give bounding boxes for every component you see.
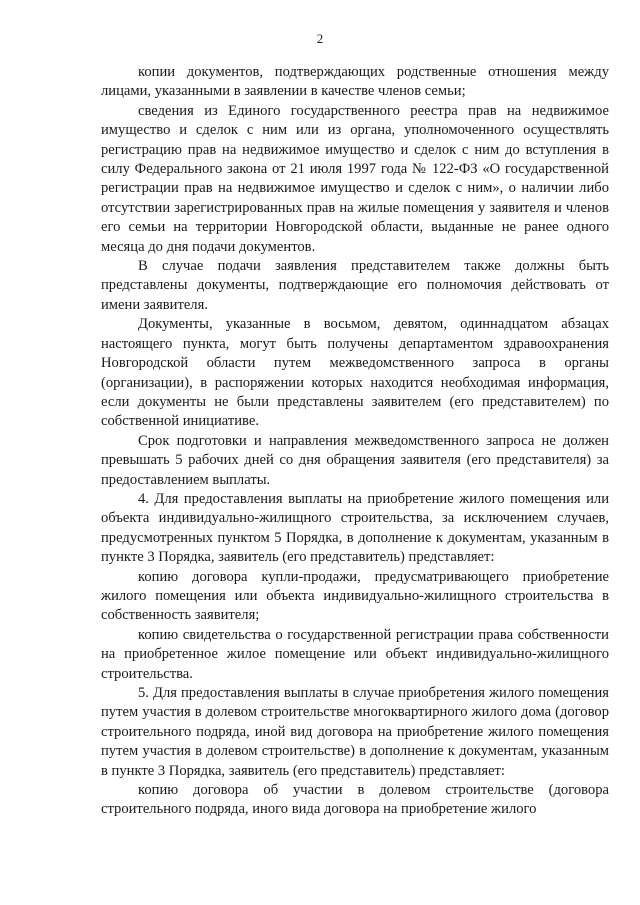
paragraph-representative-documents: В случае подачи заявления представителем также должны быть представлены документы, подтверждающие его полномочия действовать от имени заявителя. [101,258,609,313]
paragraph-request-deadline: Срок подготовки и направления межведомственного запроса не должен превышать 5 рабочих дней со дня обращения заявителя (его представителя) за предоставлением выплаты. [101,432,609,488]
paragraph-item-4: 4. Для предоставления выплаты на приобретение жилого помещения или объекта индивидуально-жилищного строительства, за исключением случаев, предусмотренных пунктом 5 Порядка, в дополнение к документам, указанным в пункте 3 Порядка, заявитель (его представитель) представляет: [101,490,609,566]
paragraph-registry-information: сведения из Единого государственного реестра прав на недвижимое имущество и сделок с ним или из органа, уполномоченного осуществлять регистрацию прав на недвижимое имущество и сделок с ним до вступления в силу Федерального закона от 21 июля 1997 года № 122-ФЗ «О государственной регистрации прав на недвижимое имущество и сделок с ним», о наличии либо отсутствии зарегистрированных прав на жилые помещения у заявителя и членов его семьи на территории Новгородской области, выданные не ранее одного месяца до дня подачи документов. [101,102,609,255]
paragraph-purchase-contract: копию договора купли-продажи, предусматривающего приобретение жилого помещения или объекта индивидуально-жилищного строительства в собственность заявителя; [101,568,609,624]
paragraph-item-5: 5. Для предоставления выплаты в случае приобретения жилого помещения путем участия в долевом строительстве многоквартирного жилого дома (договор строительного подряда, иной вид договора на приобретение жилого помещения путем участия в долевом строительстве) в дополнение к документам, указанным в пункте 3 Порядка, заявитель (его представитель) представляет: [101,685,609,779]
document-body [101,63,609,820]
page-number: 2 [316,31,324,46]
paragraph-interagency-request: Документы, указанные в восьмом, девятом, одиннадцатом абзацах настоящего пункта, могут быть получены департаментом здравоохранения Новгородской области путем межведомственного запроса в органы (организации), в распоряжении которых находится необходимая информация, если документы не были представлены заявителем (его представителем) по собственной инициативе. [101,316,609,430]
paragraph-kinship-documents: копии документов, подтверждающих родственные отношения между лицами, указанными в заявлении в качестве членов семьи; [101,64,609,100]
paragraph-ownership-certificate: копию свидетельства о государственной регистрации права собственности на приобретенное жилое помещение или объект индивидуально-жилищного строительства. [101,626,609,682]
paragraph-shared-construction-contract: копию договора об участии в долевом строительстве (договора строительного подряда, иного вида договора на приобретение жилого [101,782,609,818]
